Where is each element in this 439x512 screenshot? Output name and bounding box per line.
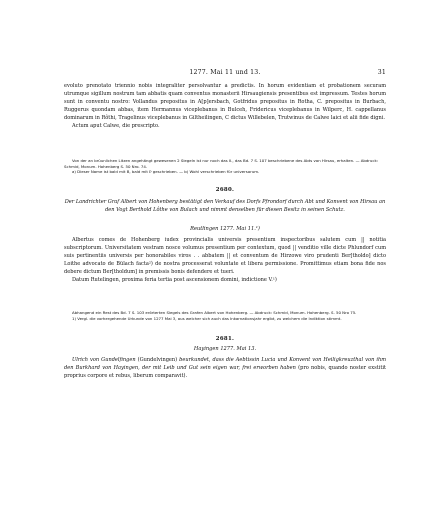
regest-italic-part: Ulrich von Gundelfingen [72,357,136,363]
regest-roman-part: (pro nobis, quando noster exstitit proprius corpore et rebus, liberum comparavit). [64,365,386,380]
document-2680-number [64,187,386,193]
place-date: Reutlingen 1277. Mai 11.¹) [190,226,260,232]
place-date: Hayingen 1277. Mai 13. [193,346,257,352]
datum-line: Datum Rutelingen, proxima feria tertia post ascensionem domini, indictione V.¹) [72,277,277,284]
document-2680-text [64,236,386,285]
footnote: 1) Vergl. die vorhergehende Urkunde von 1277 Mai 3, aus welcher sich auch das Inkarnationsjahr ergibt, zu welchem die Indiktion stimmt. [72,315,342,321]
seal-note: Von der an brûunlichen Litzen angehängt gewesenen 2 Siegeln ist nur noch das II., das Bd. 7 S. 107 beschriebene des Abts von Hirsau, erhalten. — Abdruck: Schmid, Monum. Hohenberg S. 50 Nro. 74. [64,158,379,169]
running-header-title: 1277. Mai 11 und 13. [189,69,261,76]
charter-text: evoluto prenotato triennio nobis integraliter persolvantur a predictis. In horum evidentiam et probationem securam utrumque sigillum nostrum tam abbatis quam conventus monasterii Hirsaugiensis presentibus est impressum. Testes horum sunt in conventu nostro: Vollandus prepositus in A[p]ersbach, Gotfridus prepositus in Rotha, C. prepositus in Burbach, Ruggerus quondam abbas, item Hermannus viceplebanus in Bulceh, Fridericus viceplebanus in Wilperc, H. cappellanus dominarum in Rôthi, Tragelinus viceplebanus in Giltheilingen, C dictus Willebelen, Trutwinus de Calwe laici et alii fide digni. [64,83,386,122]
footnote: a) Dieser Name ist bald mit B, bald mit Þ geschrieben. — b) Wohl verschrieben für universorum. [72,169,260,175]
document-2680-regest [64,198,386,214]
document-2680-notes [64,310,386,321]
actum-line: Actum aput Calwe, die prescripto. [72,123,160,130]
document-2679-continuation [64,82,386,131]
document-2680-place-date [64,226,386,232]
document-number: 2681. [215,336,235,342]
regest-text [64,356,386,380]
charter-text: Albertus comes de Hohenberg iudex provincialis universis presentium inspectoribus salutem cum || notitia subscriptorum. Universitatem vestram nosce volumus presentium per contextum, quod || venditio ville dicte Phlundorf cum suis pertinentiis universis per honorabiles viros . . abbatem || et conventum de Hirzowe viro prudenti Ber[tholdo] dicto Loithe advocato de Bülach facta²) de nostra processerat voluntate et libera permissione. Promittimus etiam bona fide nos debere dictum Ber[tholdum] in premissis bonis defendere et tueri. [64,237,386,276]
page-number: 31 [377,69,386,76]
regest-summary: Der Landrichter Graf Albert von Hohenberg bestätigt den Verkauf des Dorfs Pfrondorf durch Abt und Konvent von Hirsau an den Vogt Berthold Lôthe von Bulach und nimmt denselben für diesen Besitz in seinen Schutz. [64,199,386,214]
document-2681-place-date [64,346,386,352]
document-2681-text [64,356,386,380]
document-number: 2680. [215,187,235,193]
seal-note: Abhangend ein Rest des Bd. 7 S. 103 erörterten Siegels des Grafen Albert von Hohenberg. — Abdruck: Schmid, Monum. Hohenberg. S. 50 Nro 75. [72,310,357,315]
running-header [64,69,386,79]
document-2679-notes [64,158,386,175]
regest-italic-part: beurkundet, dass die Aebtissin Lucia und Konvent von Heiligkreuzthal von ihm den Burkhard von Hayingen, der mit Leib und Gut sein eigen war, frei erworben haben [64,357,386,372]
document-2681-number [64,336,386,342]
regest-roman-part: (Gundelvingen) [135,357,180,363]
